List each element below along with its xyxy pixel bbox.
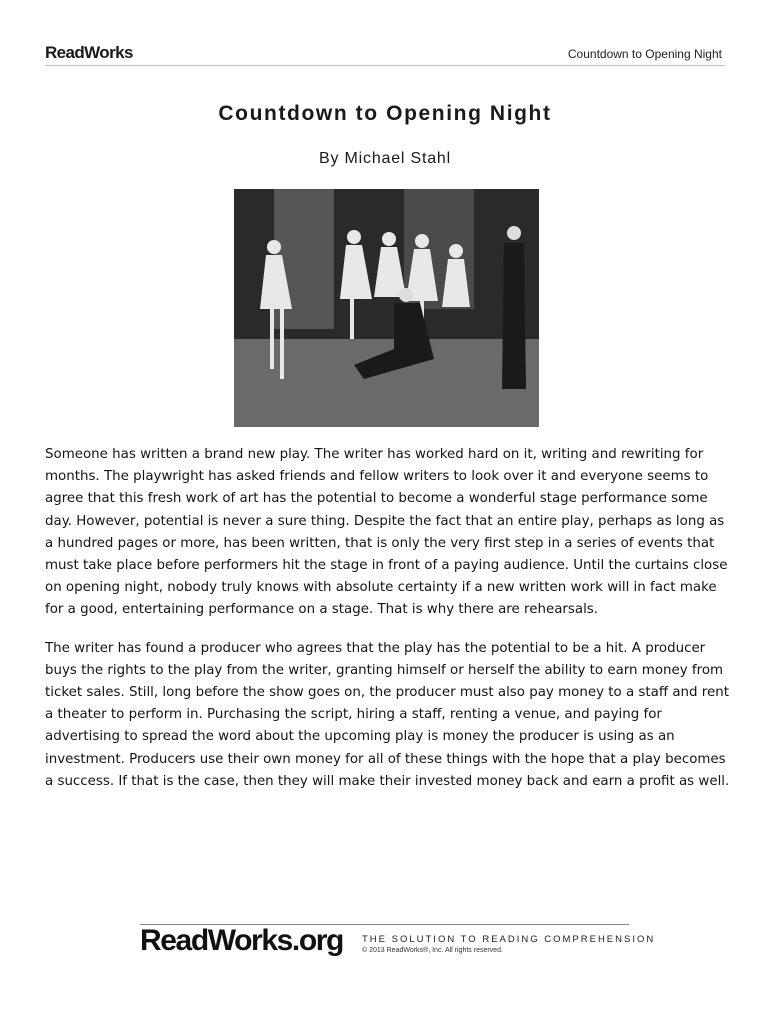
paragraph: The writer has found a producer who agrees that the play has the potential to be a hit. A producer buys the rights to the play from the writer, granting himself or herself the ability to earn money from ticket sales. Still, long before the show goes on, the producer must also pay money to a staff and rent a theater to perform in. Purchasing the script, hiring a staff, renting a venue, and paying for advertising to spread the word about the upcoming play is money the producer is using as an investment. Producers use their own money for all of these things with the hope that a play becomes a success. If that is the case, then they will make their invested money back and earn a profit as well.: [45, 640, 730, 789]
article-title: Countdown to Opening Night: [218, 102, 552, 125]
running-title: Countdown to Opening Night: [567, 47, 722, 61]
copyright-notice: © 2013 ReadWorks®, Inc. All rights reserved.: [362, 947, 503, 954]
paragraph: Someone has written a brand new play. The writer has worked hard on it, writing and rewriting for months. The playwright has asked friends and fellow writers to look over it and everyone seems to agree that this fresh work of art has the potential to become a wonderful stage performance some day. However, potential is never a sure thing. Despite the fact that an entire play, perhaps as long as a hundred pages or more, has been written, that is only the very first step in a series of events that must take place before performers hit the stage in front of a paying audience. Until the curtains close on opening night, nobody truly knows with absolute certainty if a new written work will in fact make for a good, entertaining performance on a stage. That is why there are rehearsals.: [45, 447, 728, 618]
header-divider: [45, 65, 725, 66]
readworks-org-logo: ReadWorks.org: [140, 924, 343, 957]
dancers-photo: [234, 189, 539, 427]
footer-tagline: THE SOLUTION TO READING COMPREHENSION: [362, 934, 656, 945]
article-body: [45, 444, 735, 809]
article-byline: By Michael Stahl: [319, 150, 451, 167]
readworks-logo: ReadWorks: [45, 43, 133, 62]
